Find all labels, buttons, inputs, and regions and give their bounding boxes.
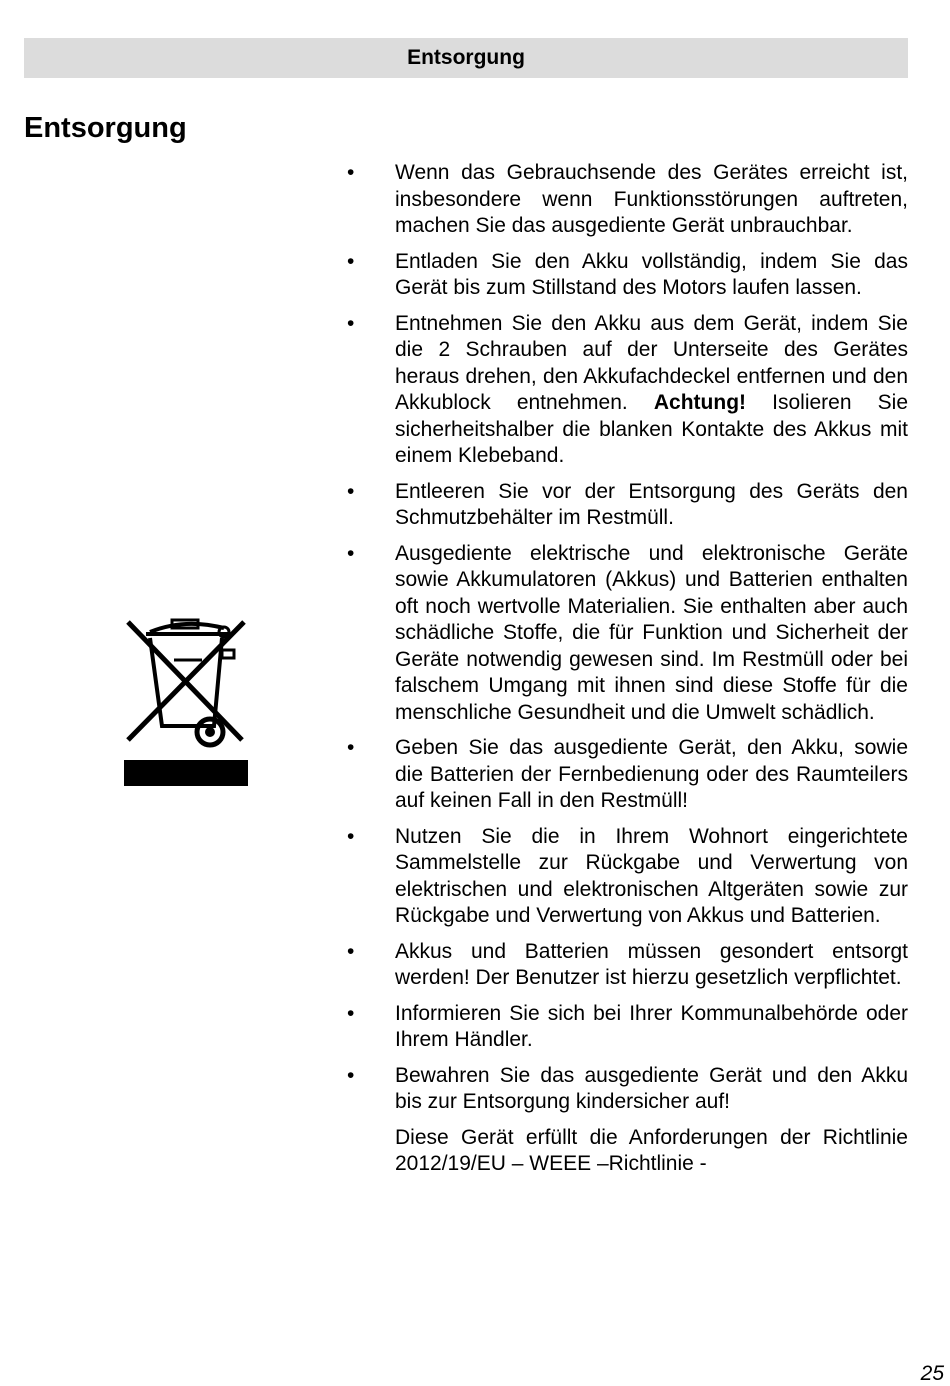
list-item-text: Akkus und Batterien müssen gesondert entsorgt werden! Der Benutzer ist hierzu gesetzlich verpflichtet. [395,939,908,989]
running-header [24,38,908,78]
list-item [345,1001,908,1054]
bullet-icon: • [347,1063,355,1087]
bullet-icon: • [347,249,355,273]
list-item-text: Informieren Sie sich bei Ihrer Kommunalbehörde oder Ihrem Händler. [395,1001,908,1051]
list-item-text: Entnehmen Sie den Akku aus dem Gerät, indem Sie die 2 Schrauben auf der Unterseite des Gerätes heraus drehen, den Akkufachdeckel entfernen und den Akkublock entnehmen. [395,311,908,414]
list-item [345,479,908,532]
list-item-text: Entladen Sie den Akku vollständig, indem Sie das Gerät bis zum Stillstand des Motors laufen lassen. [395,249,908,299]
bullet-icon: • [347,939,355,963]
bullet-icon: • [347,1001,355,1025]
section-title: Entsorgung [24,112,187,144]
list-item-text: Ausgediente elektrische und elektronische Geräte sowie Akkumulatoren (Akkus) und Batterien enthalten oft noch wertvolle Materialien. Sie enthalten aber auch schädliche Stoffe, die für Funktion und Sicherheit der Geräte notwendig gewesen sind. Im Restmüll oder bei falschem Umgang mit ihnen sind diese Stoffe für die menschliche Gesundheit und die Umwelt schädlich. [395,541,908,724]
list-item [345,939,908,992]
bullet-icon: • [347,161,355,184]
disposal-list [345,160,908,1116]
list-item-text: Entleeren Sie vor der Entsorgung des Geräts den Schmutzbehälter im Restmüll. [395,479,908,529]
directive-statement: Diese Gerät erfüllt die Anforderungen der Richtlinie 2012/19/EU – WEEE –Richtlinie - [395,1125,908,1175]
list-item [345,311,908,470]
list-item-text: Nutzen Sie die in Ihrem Wohnort eingerichtete Sammelstelle zur Rückgabe und Verwertung von elektrischen und elektronischen Altgeräten sowie zur Rückgabe und Verwertung von Akkus und Batterien. [395,824,908,927]
crossed-out-wheelie-bin-icon [124,612,248,788]
list-item-text: Geben Sie das ausgediente Gerät, den Akku, sowie die Batterien der Fernbedienung oder des Raumteilers auf keinen Fall in den Restmüll! [395,736,908,812]
bullet-icon: • [347,311,355,335]
running-header-title: Entsorgung [407,46,525,69]
page-number: 25 [920,1362,944,1385]
list-item [345,160,908,240]
bullet-icon: • [347,824,355,848]
list-item [345,1063,908,1116]
list-item [345,249,908,302]
list-item [345,541,908,727]
bullet-icon: • [347,479,355,503]
list-item-text: Isolieren Sie sicherheitshalber die blanken Kontakte des Akkus mit einem Klebeband. [395,391,908,467]
warning-label: Achtung! [653,391,747,414]
list-item-text: Wenn das Gebrauchsende des Gerätes erreicht ist, insbesondere wenn Funktionsstörungen auftreten, machen Sie das ausgediente Gerät unbrauchbar. [395,161,908,237]
bullet-icon: • [347,541,355,565]
bullet-icon: • [347,736,355,759]
list-item [345,735,908,815]
list-item-text: Bewahren Sie das ausgediente Gerät und den Akku bis zur Entsorgung kindersicher auf! [395,1063,908,1113]
disposal-instructions [345,160,908,1178]
list-item [345,824,908,930]
